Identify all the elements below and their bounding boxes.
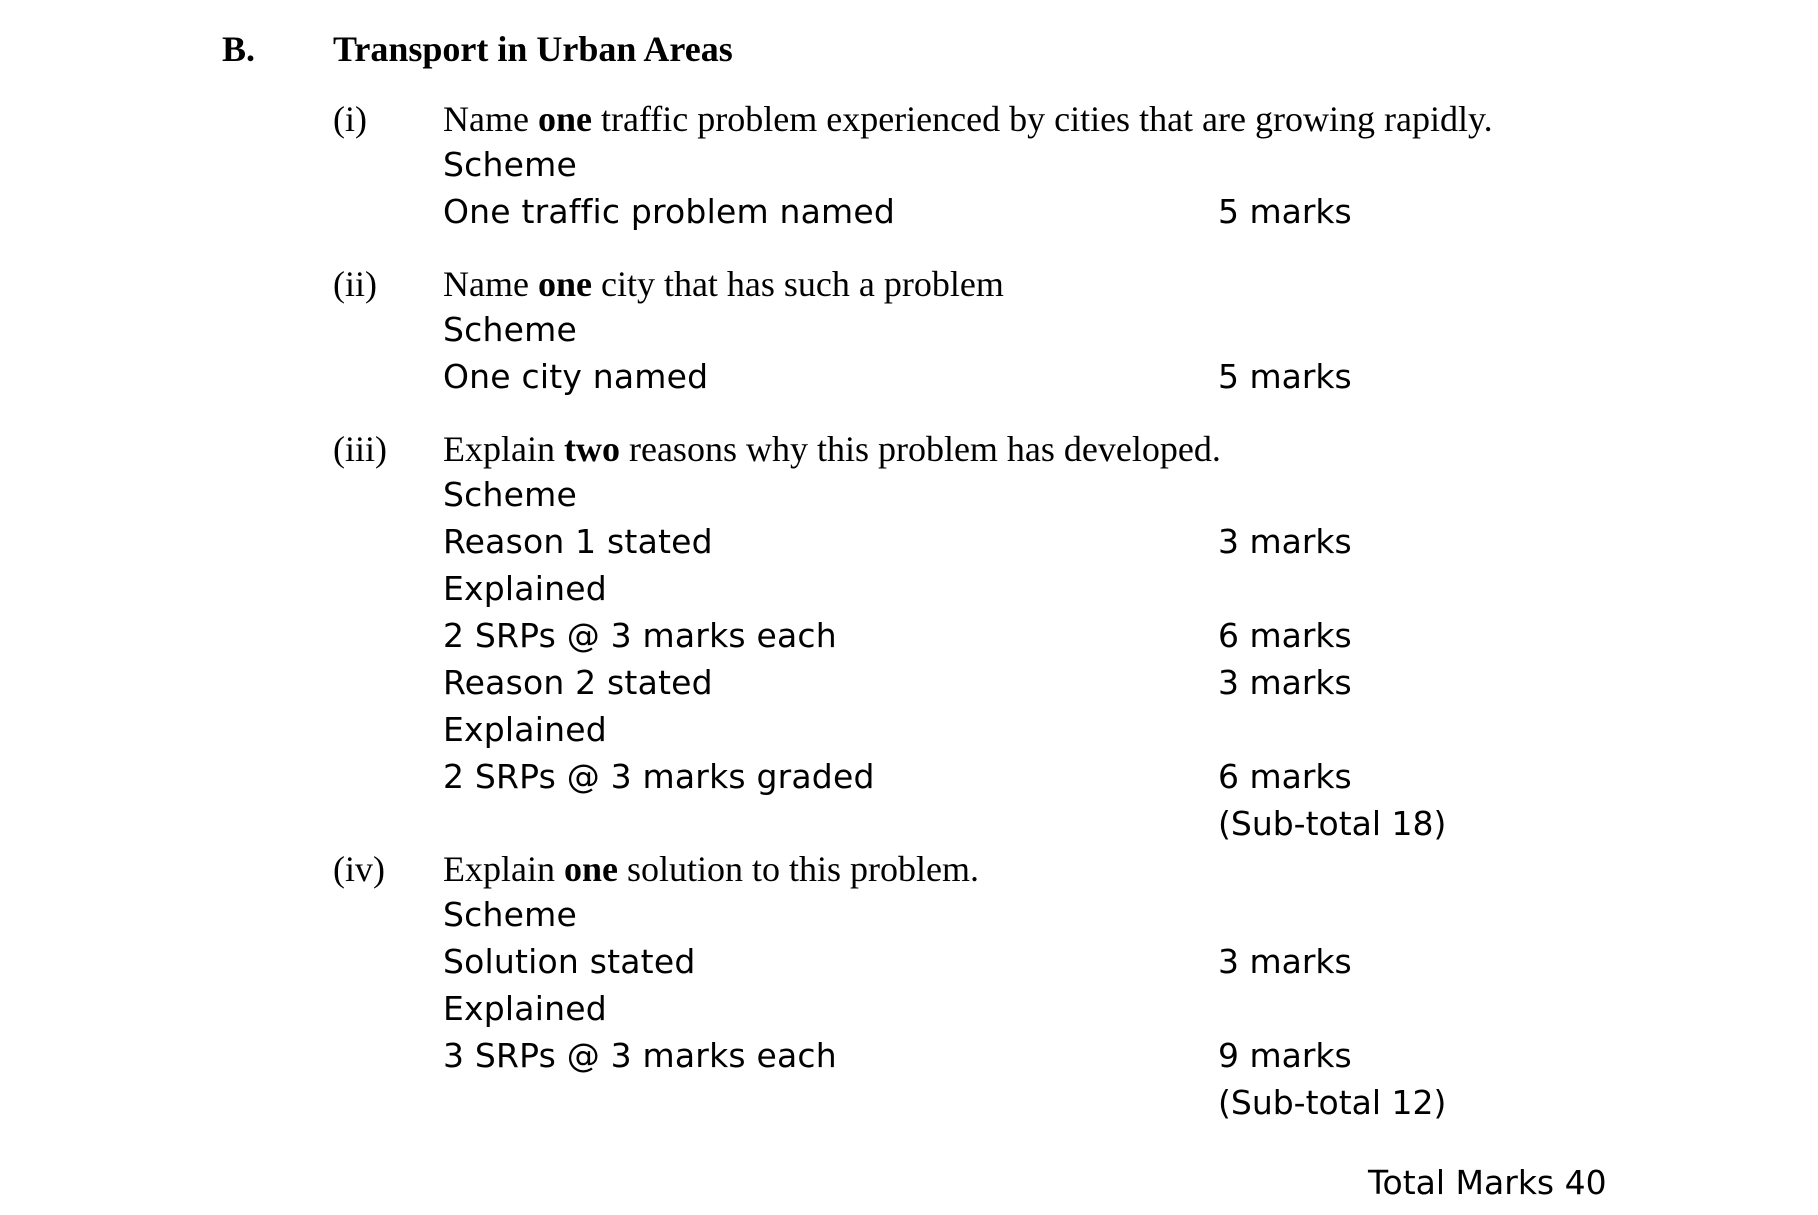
question-text-pre: Name [443, 264, 538, 304]
scheme-line-label: Reason 1 stated [443, 522, 713, 561]
question-number: (ii) [333, 264, 377, 304]
question-text [443, 98, 1493, 140]
scheme-line-label: Explained [443, 710, 607, 749]
question-number: (iv) [333, 849, 385, 889]
question-number: (i) [333, 99, 367, 139]
section-letter: B. [222, 29, 256, 69]
scheme-label: Scheme [443, 310, 577, 349]
question-number: (iii) [333, 429, 387, 469]
question-text-bold: one [537, 264, 592, 304]
question-text-bold: two [563, 429, 620, 469]
scheme-line-label: One traffic problem named [443, 192, 896, 231]
scheme-line-label: Explained [443, 569, 607, 608]
scheme-line-label: Reason 2 stated [443, 663, 713, 702]
subtotal: (Sub-total 18) [1218, 804, 1447, 843]
question-text [443, 263, 1004, 305]
question-text-bold: one [537, 99, 592, 139]
scheme-line-marks: 6 marks [1218, 616, 1352, 655]
scheme-line-label: Solution stated [443, 942, 696, 981]
scheme-line-label: 3 SRPs @ 3 marks each [443, 1036, 837, 1075]
scheme-line-marks: 9 marks [1218, 1036, 1352, 1075]
question-text-post: solution to this problem. [617, 849, 979, 889]
question-text-post: traffic problem experienced by cities that are growing rapidly. [591, 99, 1493, 139]
scheme-line-marks: 5 marks [1218, 192, 1352, 231]
scheme-label: Scheme [443, 895, 577, 934]
question-text-bold: one [563, 849, 618, 889]
scheme-line-label: 2 SRPs @ 3 marks graded [443, 757, 875, 796]
scheme-line-label: 2 SRPs @ 3 marks each [443, 616, 837, 655]
scheme-label: Scheme [443, 145, 577, 184]
question-text-post: city that has such a problem [591, 264, 1004, 304]
scheme-line-marks: 3 marks [1218, 522, 1352, 561]
question-text [443, 848, 979, 890]
question-text-pre: Explain [443, 849, 564, 889]
scheme-label: Scheme [443, 475, 577, 514]
scheme-line-label: Explained [443, 989, 607, 1028]
question-text-pre: Name [443, 99, 538, 139]
total-marks: Total Marks 40 [1368, 1163, 1607, 1202]
subtotal: (Sub-total 12) [1218, 1083, 1447, 1122]
section-title: Transport in Urban Areas [333, 29, 733, 69]
scheme-line-label: One city named [443, 357, 709, 396]
scheme-line-marks: 3 marks [1218, 942, 1352, 981]
question-text-pre: Explain [443, 429, 564, 469]
question-text [443, 428, 1221, 470]
scheme-line-marks: 5 marks [1218, 357, 1352, 396]
scheme-line-marks: 3 marks [1218, 663, 1352, 702]
question-text-post: reasons why this problem has developed. [619, 429, 1221, 469]
scheme-line-marks: 6 marks [1218, 757, 1352, 796]
